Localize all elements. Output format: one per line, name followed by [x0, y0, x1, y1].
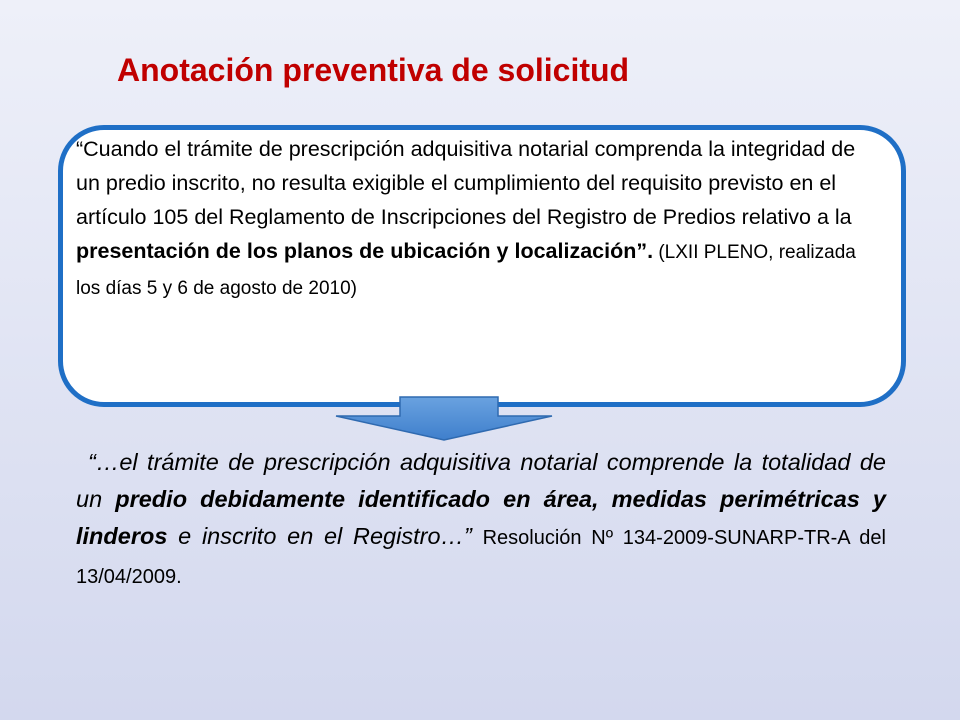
- resolution-quote-text-end: e inscrito en el Registro…”: [167, 523, 483, 549]
- resolution-quote: [76, 444, 886, 596]
- resolution-paragraph: [76, 444, 886, 596]
- resolution-citation: Resolución Nº 134-2009-SUNARP-TR-A del 13/04/2009.: [76, 527, 886, 588]
- resolution-quote-emphasis: predio debidamente identificado en área, medidas perimétricas y linderos: [76, 486, 886, 549]
- resolution-quote-text: “…el trámite de prescripción adquisitiva notarial comprende la totalidad de un: [76, 449, 886, 512]
- pleno-citation: (LXII PLENO, realizada los días 5 y 6 de agosto de 2010): [76, 242, 856, 299]
- slide-title: Anotación preventiva de solicitud: [117, 52, 630, 88]
- pleno-quote-text: “Cuando el trámite de prescripción adquisitiva notarial comprenda la integridad de un predio inscrito, no resulta exigible el cumplimiento del requisito previsto en el artículo 105 del Reglamento de Inscripciones del Registro de Predios relativo a la: [76, 137, 856, 229]
- pleno-quote: [76, 132, 876, 306]
- pleno-quote-emphasis: presentación de los planos de ubicación y localización”.: [76, 239, 654, 263]
- down-arrow-icon: [334, 396, 554, 442]
